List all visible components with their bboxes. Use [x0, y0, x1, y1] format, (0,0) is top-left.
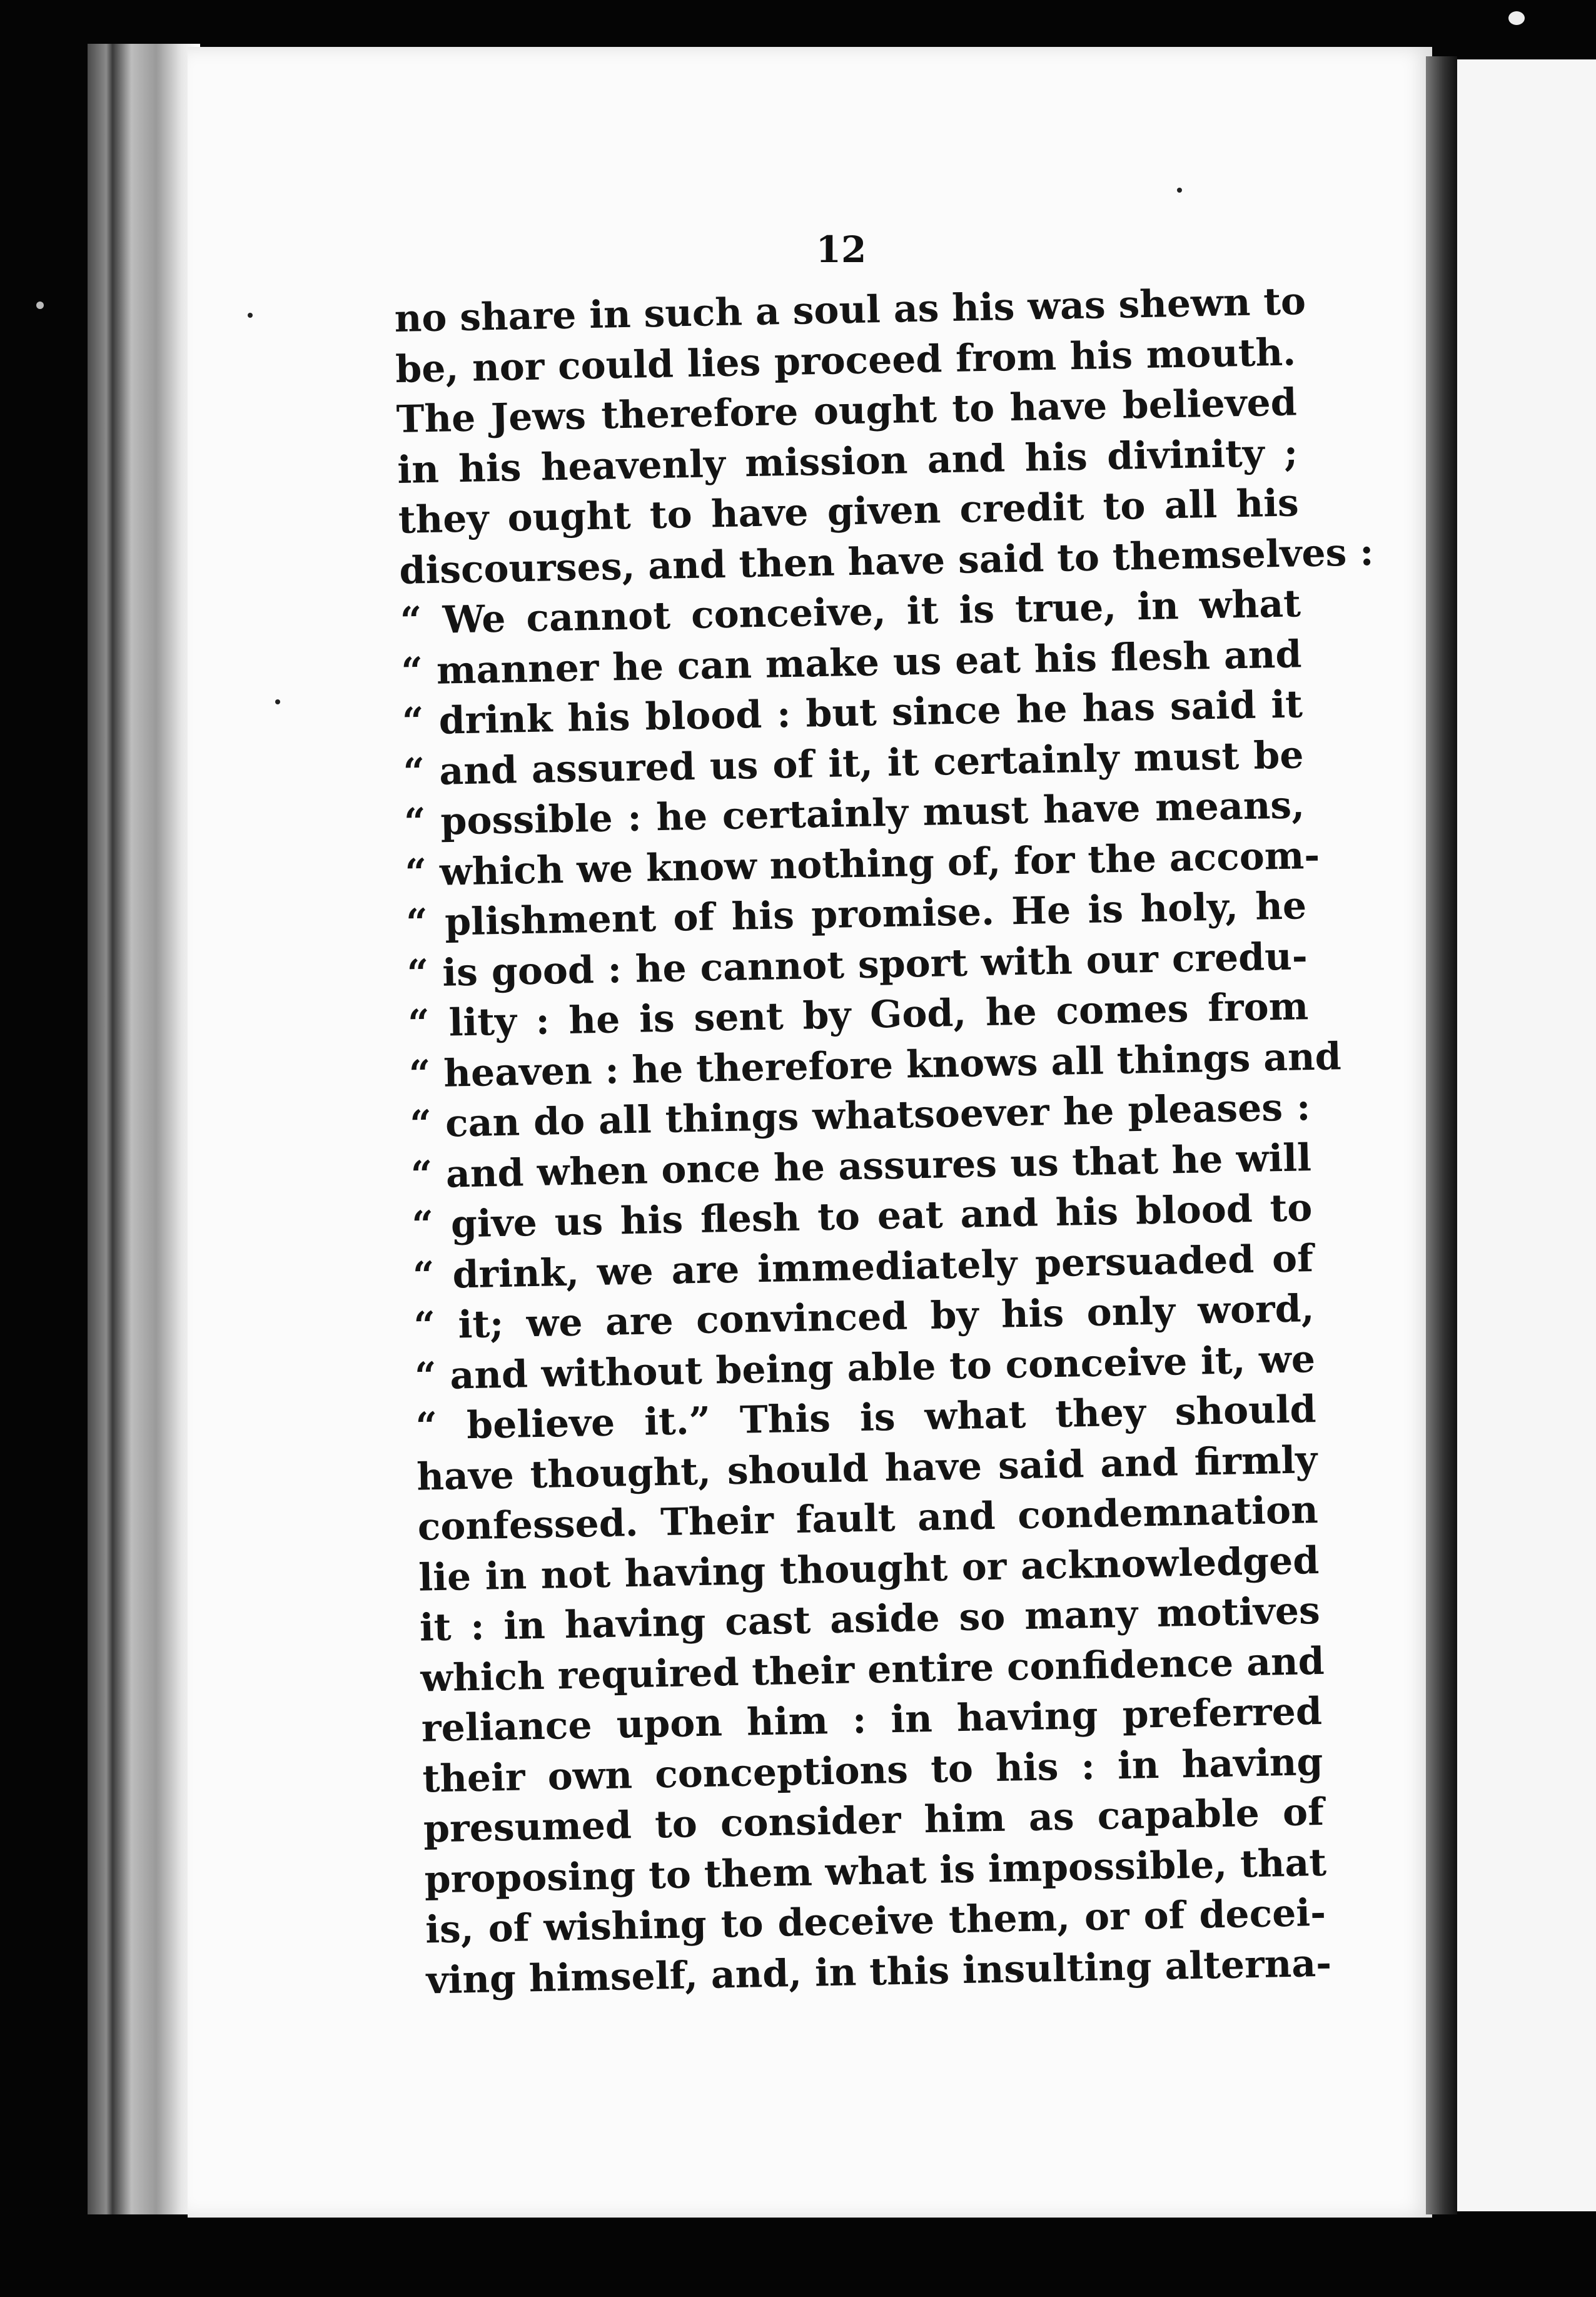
ink-speck: [36, 302, 44, 309]
text-line: “ drink, we are immediately persuaded of: [412, 1236, 1314, 1298]
body-text: [394, 276, 1375, 2005]
ink-speck: [1508, 11, 1525, 25]
text-line: “ and assured us of it, it certainly must be: [403, 733, 1305, 794]
text-line: be, nor could lies proceed from his mouth.: [395, 330, 1296, 392]
text-line: “ drink his blood : but since he has said it: [402, 682, 1303, 744]
text-line: presumed to consider him as capable of: [423, 1790, 1325, 1852]
text-line: “ it; we are convinced by his only word,: [413, 1287, 1315, 1348]
text-line: their own conceptions to his : in having: [422, 1740, 1323, 1802]
text-line: in his heavenly mission and his divinity ;: [396, 430, 1298, 492]
text-line: lie in not having thought or acknowledged: [418, 1538, 1320, 1600]
text-line: no share in such a soul as his was shewn to: [394, 280, 1306, 341]
text-line: “ We cannot conceive, it is true, in what: [400, 582, 1301, 643]
ink-speck: [1177, 188, 1182, 193]
ink-speck: [248, 313, 253, 318]
text-line: “ believe it.” This is what they should: [415, 1387, 1317, 1449]
text-line: “ manner he can make us eat his flesh and: [400, 632, 1302, 694]
ink-speck: [275, 699, 280, 704]
text-line: “ can do all things whatsoever he pleases :: [409, 1085, 1311, 1147]
text-line: proposing to them what is impossible, that: [424, 1840, 1327, 1902]
page-edges-stack: [88, 44, 200, 2214]
text-line: “ and without being able to conceive it, we: [414, 1337, 1316, 1399]
facing-page: [1457, 59, 1596, 2211]
text-line: it : in having cast aside so many motives: [419, 1588, 1321, 1650]
text-line: “ give us his flesh to eat and his blood to: [411, 1186, 1313, 1247]
text-line: they ought to have given credit to all his: [398, 481, 1300, 542]
book-gutter: [1426, 56, 1457, 2214]
text-line: confessed. Their fault and condemnation: [417, 1488, 1319, 1549]
text-line: is, of wishing to deceive them, or of decei-: [425, 1890, 1326, 1952]
text-line: “ plishment of his promise. He is holy, he: [405, 884, 1307, 945]
text-line: “ possible : he certainly must have means,: [403, 783, 1305, 844]
text-line: The Jews therefore ought to have believed: [396, 380, 1298, 442]
text-line: “ lity : he is sent by God, he comes from: [407, 985, 1309, 1046]
text-line: ving himself, and, in this insulting alterna-: [426, 1941, 1332, 2002]
text-line: “ which we know nothing of, for the accom-: [405, 833, 1320, 895]
text-line: discourses, and then have said to themselves :: [398, 530, 1375, 593]
text-line: “ and when once he assures us that he will: [410, 1135, 1312, 1197]
text-line: which required their entire confidence and: [420, 1639, 1325, 1701]
text-line: “ is good : he cannot sport with our credu-: [407, 934, 1308, 996]
text-line: “ heaven : he therefore knows all things and: [408, 1034, 1342, 1097]
text-line: have thought, should have said and firmly: [416, 1438, 1318, 1499]
page-number: 12: [816, 228, 867, 271]
text-line: reliance upon him : in having preferred: [421, 1689, 1323, 1751]
